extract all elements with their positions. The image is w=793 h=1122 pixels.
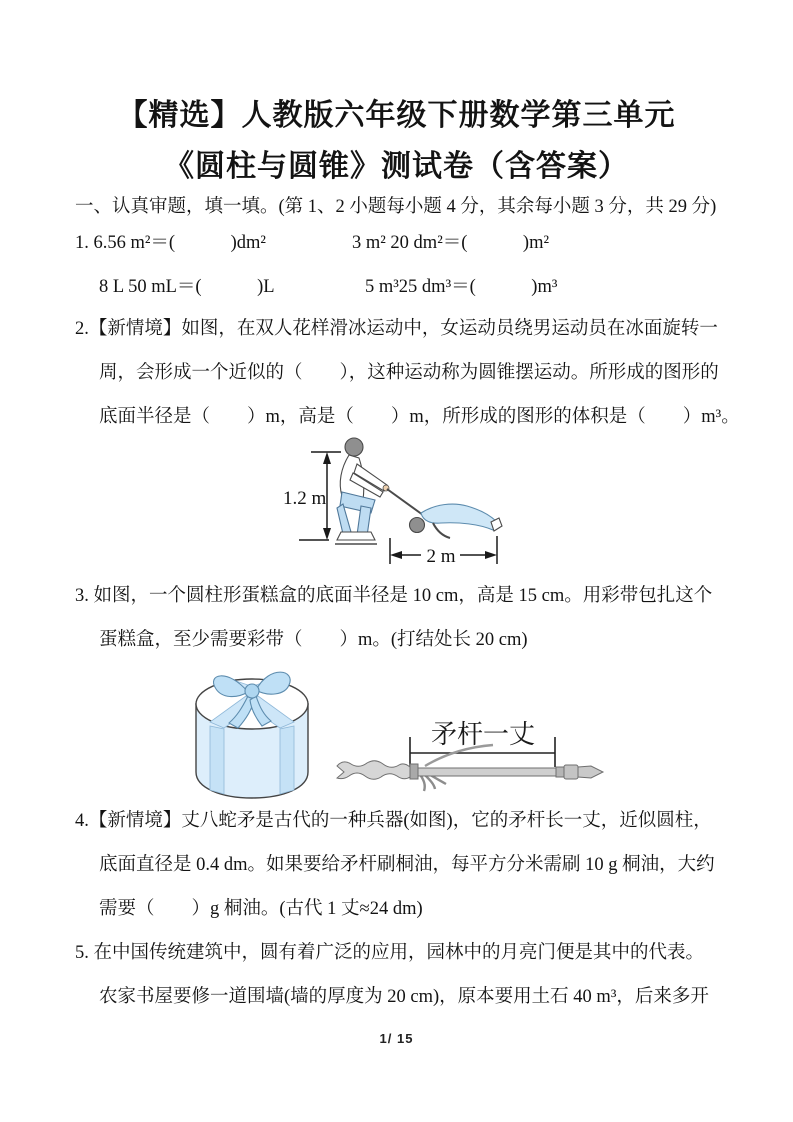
paper-title-line2: 《圆柱与圆锥》测试卷（含答案） (164, 150, 629, 183)
width-dimension-label: 2 m (426, 546, 456, 567)
q3-line-1: 3. 如图，一个圆柱形蛋糕盒的底面半径是 10 cm，高是 15 cm。用彩带包扎这个 (75, 586, 713, 606)
question-3 (0, 574, 793, 662)
q5-line-1: 5. 在中国传统建筑中，圆有着广泛的应用，园林中的月亮门便是其中的代表。 (75, 943, 705, 963)
q1-blank-b: 3 m² 20 dm²＝( )m² (352, 233, 550, 253)
spear-figure (333, 693, 608, 793)
spear-body (337, 745, 603, 791)
q1-row-2 (0, 265, 793, 309)
q4-line-1: 4.【新情境】丈八蛇矛是古代的一种兵器(如图)，它的矛杆长一丈，近似圆柱， (75, 811, 712, 831)
question-5 (0, 931, 793, 1019)
section-one-heading: 一、认真审题，填一填。(第 1、2 小题每小题 4 分，其余每小题 3 分，共 29 分) (75, 197, 717, 217)
shaft-measure-bracket (410, 720, 555, 767)
q1-row-1 (0, 221, 793, 265)
spear-shaft-label: 矛杆一丈 (430, 720, 536, 749)
paper-title-line1: 【精选】人教版六年级下册数学第三单元 (117, 99, 676, 132)
height-dimension-label: 1.2 m (283, 488, 327, 509)
q5-line-2: 农家书屋要修一道围墙(墙的厚度为 20 cm)，原本要用土石 40 m³，后来多开 (99, 987, 709, 1007)
question-4 (0, 799, 793, 931)
q2-line-2: 周，会形成一个近似的（ ），这种运动称为圆锥摆运动。所形成的图形的 (99, 363, 719, 383)
skating-figure (283, 418, 505, 570)
page-number: 1/ 15 (379, 1031, 414, 1046)
q4-line-2: 底面直径是 0.4 dm。如果要给矛杆刷桐油，每平方分米需刷 10 g 桐油，大约 (99, 855, 715, 875)
q1-blank-c: 8 L 50 mL＝( )L (99, 277, 275, 297)
q1-blank-a: 1. 6.56 m²＝( )dm² (75, 233, 266, 253)
q2-line-3: 底面半径是（ ）m，高是（ ）m，所形成的图形的体积是（ ）m³。 (99, 407, 740, 427)
q3-line-2: 蛋糕盒，至少需要彩带（ ）m。(打结处长 20 cm) (99, 630, 528, 650)
female-skater-illustration (387, 489, 502, 538)
cake-box-figure (190, 664, 318, 804)
question-1 (0, 221, 793, 309)
q4-line-3: 需要（ ）g 桐油。(古代 1 丈≈24 dm) (99, 899, 423, 919)
width-dimension (390, 536, 497, 567)
q2-line-1: 2.【新情境】如图，在双人花样滑冰运动中，女运动员绕男运动员在冰面旋转一 (75, 319, 718, 339)
q1-blank-d: 5 m³25 dm³＝( )m³ (365, 277, 558, 297)
male-skater-illustration (335, 438, 389, 544)
height-dimension (283, 452, 341, 540)
